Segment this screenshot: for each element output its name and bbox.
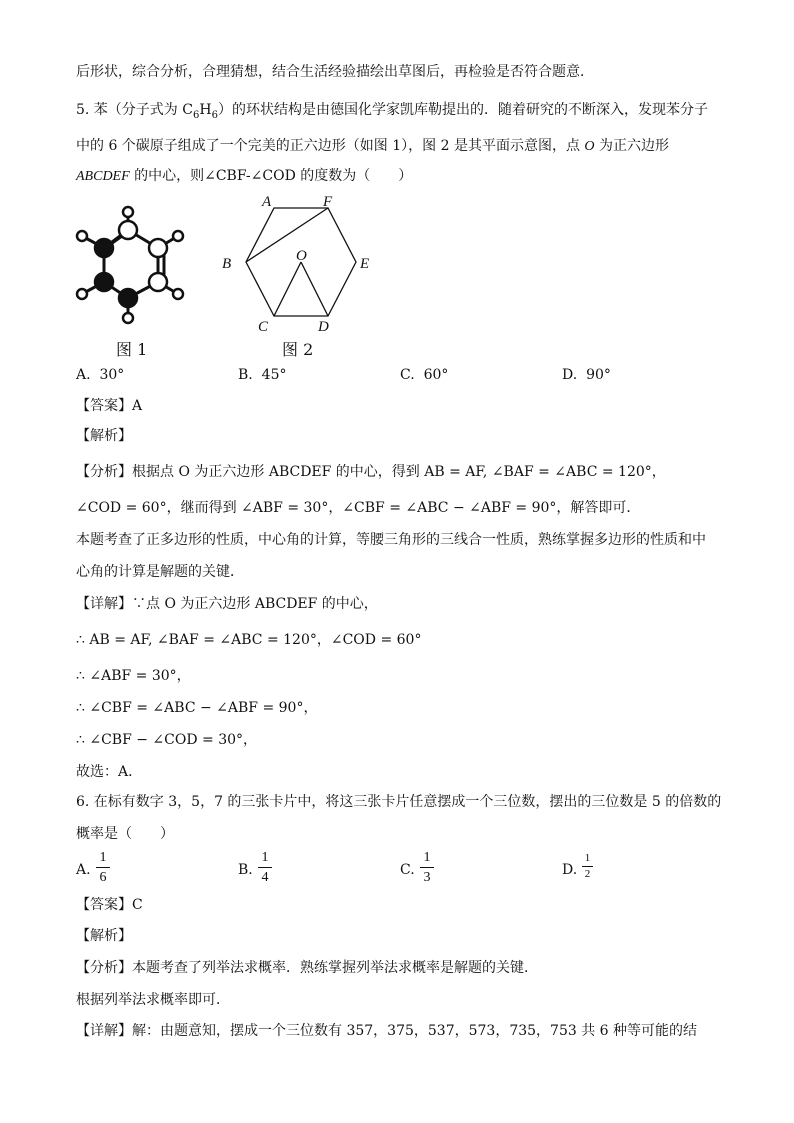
h-atom-icon (123, 207, 133, 217)
continuation-line: 后形状，综合分析，合理猜想，结合生活经验描绘出草图后，再检验是否符合题意． (76, 64, 594, 80)
label-f: F (323, 194, 333, 210)
benzene-figure (66, 200, 196, 330)
label-o: O (296, 248, 307, 264)
c-atom-icon (149, 239, 167, 257)
option-label: B. (238, 367, 253, 383)
option-label: D. (562, 367, 578, 383)
q5-xiangjie-line-2: ∴ AB = AF, ∠BAF = ∠ABC = 120°，∠COD = 60° (76, 632, 422, 648)
q5-stem-text: 中的 6 个碳原子组成了一个完美的正六边形（如图 1），图 2 是其平面示意图，点 (76, 138, 585, 154)
label-d: D (318, 319, 329, 335)
q5-xiangjie-line-3: ∴ ∠ABF = 30°， (76, 668, 191, 684)
q5-answer (76, 396, 142, 416)
q5-fenxi-line-2: ∠COD = 60°，继而得到 ∠ABF = 30°，∠CBF = ∠ABC − ∠ABF = 90°，解答即可． (76, 500, 641, 516)
q5-xiangjie-line-1 (76, 594, 378, 614)
h-atom-icon (77, 289, 87, 299)
q5-option-c[interactable] (400, 365, 448, 385)
q5-stem-text: 为正六边形 (594, 138, 669, 154)
h-atom-icon (173, 231, 183, 241)
segment-od (301, 262, 328, 316)
figure-2-caption: 图 2 (282, 340, 314, 359)
q5-stem-text: ）的环状结构是由德国化学家凯库勒提出的．随着研究的不断深入，发现苯分子 (217, 102, 708, 118)
q5-stem-text: 5. 苯（分子式为 C (76, 102, 193, 118)
label-e: E (360, 256, 370, 272)
figure-1-caption: 图 1 (116, 340, 148, 359)
xiangjie-tag: 【详解】 (76, 1023, 132, 1039)
h-atom-icon (77, 231, 87, 241)
fenxi-tag: 【分析】 (76, 464, 132, 480)
denominator: 2 (584, 868, 591, 880)
hexagon-name: ABCDEF (76, 169, 130, 184)
q6-fenxi-line-2: 根据列举法求概率即可． (76, 992, 230, 1008)
q6-option-c-label[interactable]: C. (400, 862, 415, 878)
q5-fenxi-line-4: 心角的计算是解题的关键． (76, 564, 244, 580)
q5-option-b[interactable] (238, 365, 286, 385)
q6-option-a-label[interactable]: A. (76, 862, 91, 878)
numerator: 1 (584, 852, 591, 864)
q6-option-d-fraction[interactable] (582, 852, 593, 881)
q5-stem-line-1 (76, 100, 708, 126)
subscript: 6 (192, 109, 200, 121)
option-label: C. (400, 367, 415, 383)
xiangjie-tag: 【详解】 (76, 596, 132, 612)
numerator: 1 (423, 850, 431, 865)
h-atom-icon (123, 313, 133, 323)
answer-value: A (132, 398, 143, 414)
segment-bf (246, 208, 328, 262)
q5-stem-line-2 (76, 136, 669, 157)
option-value: 90° (586, 367, 611, 383)
option-label: A. (76, 367, 91, 383)
q6-option-b-label[interactable]: B. (238, 862, 253, 878)
q6-stem-line-2: 概率是（ ） (76, 826, 174, 842)
q5-analysis-tag: 【解析】 (76, 428, 132, 444)
label-a: A (262, 194, 272, 210)
answer-tag: 【答案】 (76, 897, 132, 913)
label-c: C (258, 319, 269, 335)
subscript: 6 (211, 109, 218, 121)
q5-xiangjie-line-4: ∴ ∠CBF = ∠ABC − ∠ABF = 90°， (76, 700, 318, 716)
denominator: 3 (423, 870, 431, 885)
c-atom-icon (95, 239, 113, 257)
numerator: 1 (99, 850, 107, 865)
q5-option-d[interactable] (562, 365, 611, 385)
c-atom-icon (95, 273, 113, 291)
q6-option-c-fraction[interactable] (420, 849, 434, 886)
fraction-bar (582, 866, 593, 867)
option-value: 45° (261, 367, 287, 383)
q6-fenxi-line-1 (76, 958, 538, 978)
hexagon-diagram (216, 190, 386, 340)
xiangjie-text: ∵点 O 为正六边形 ABCDEF 的中心， (132, 596, 378, 612)
q6-answer (76, 895, 143, 915)
c-atom-icon (119, 221, 137, 239)
c-atom-icon (149, 273, 167, 291)
xiangjie-text: 解：由题意知，摆成一个三位数有 357，375，537，573，735，753 共 6 种等可能的结 (132, 1023, 698, 1039)
denominator: 6 (99, 870, 107, 885)
label-b: B (222, 256, 232, 272)
q6-option-d-label[interactable]: D. (562, 862, 578, 878)
q5-stem-line-3 (76, 166, 412, 187)
q6-option-b-fraction[interactable] (258, 849, 272, 886)
option-value: 30° (99, 367, 125, 383)
q5-xiangjie-line-6: 故选：A． (76, 764, 143, 780)
q6-xiangjie-line-1 (76, 1021, 697, 1041)
numerator: 1 (261, 850, 269, 865)
h-atom-icon (173, 289, 183, 299)
denominator: 4 (261, 870, 269, 885)
q5-fenxi-line-1 (76, 462, 666, 482)
segment-oc (274, 262, 301, 316)
q6-stem-line-1: 6. 在标有数字 3，5，7 的三张卡片中，将这三张卡片任意摆成一个三位数，摆出的三位数是 5 的倍数的 (76, 794, 722, 810)
c-atom-icon (119, 289, 137, 307)
fraction-bar (96, 867, 110, 868)
fraction-bar (258, 867, 272, 868)
answer-tag: 【答案】 (76, 398, 132, 414)
q6-option-a-fraction[interactable] (96, 849, 110, 886)
q6-analysis-tag: 【解析】 (76, 928, 132, 944)
point-o: O (584, 139, 595, 154)
answer-value: C (132, 897, 143, 913)
q5-stem-text: 的中心，则∠CBF-∠COD 的度数为（ ） (129, 168, 413, 184)
fenxi-tag: 【分析】 (76, 960, 132, 976)
option-value: 60° (423, 367, 449, 383)
fenxi-text: 本题考查了列举法求概率．熟练掌握列举法求概率是解题的关键． (132, 960, 538, 976)
formula-h: H (199, 102, 212, 118)
fenxi-text: 根据点 O 为正六边形 ABCDEF 的中心，得到 AB = AF, ∠BAF = ∠ABC = 120°， (132, 464, 666, 480)
q5-xiangjie-line-5: ∴ ∠CBF − ∠COD = 30°， (76, 732, 258, 748)
fraction-bar (420, 867, 434, 868)
q5-option-a[interactable] (76, 365, 124, 385)
q5-fenxi-line-3: 本题考查了正多边形的性质，中心角的计算，等腰三角形的三线合一性质，熟练掌握多边形的性质和中 (76, 532, 706, 548)
